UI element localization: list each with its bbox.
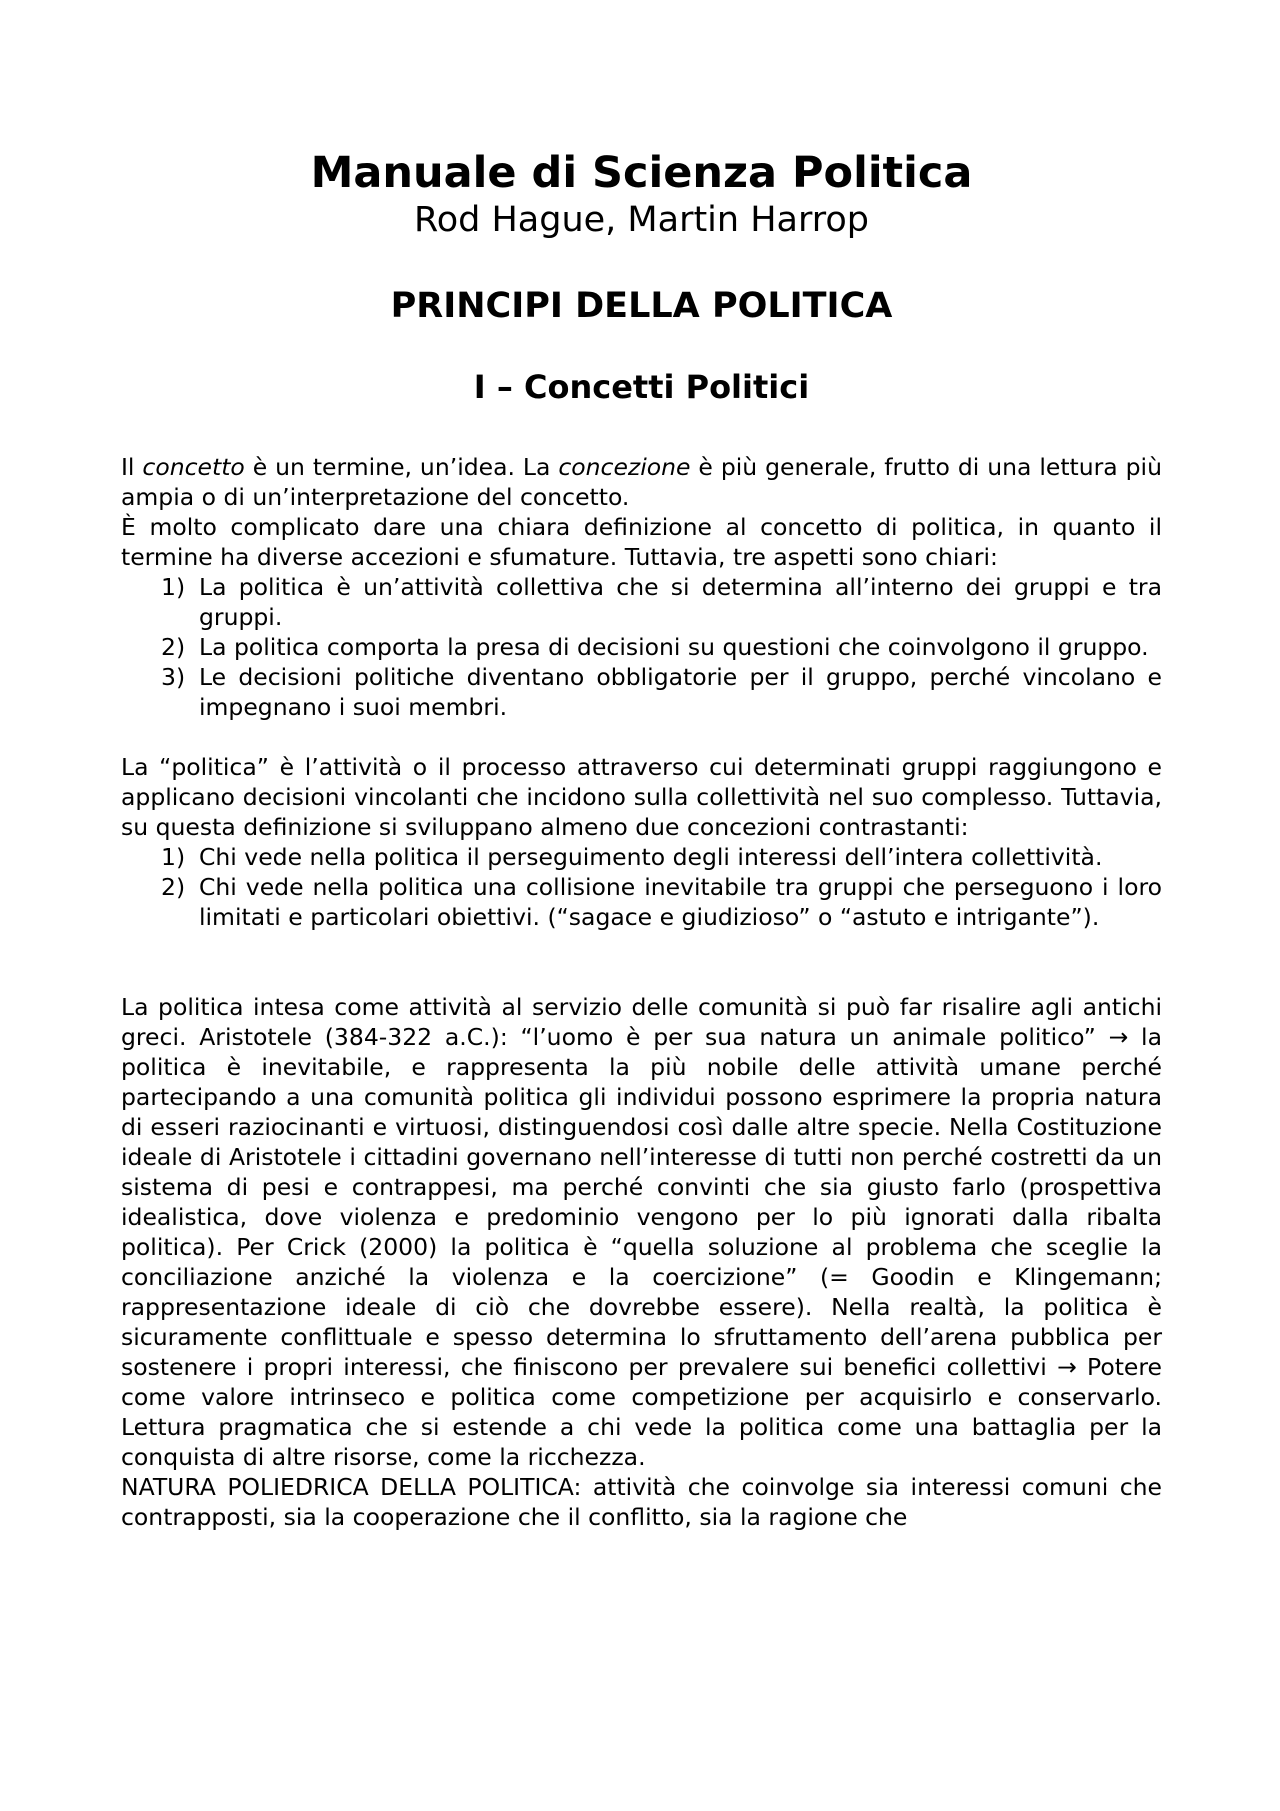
document-body bbox=[121, 452, 1162, 1532]
list-item bbox=[121, 872, 1162, 932]
paragraph-multifaceted-nature: NATURA POLIEDRICA DELLA POLITICA: attività che coinvolge sia interessi comuni che contrapposti, sia la cooperazione che il conflitto, sia la ragione che bbox=[121, 1473, 1162, 1531]
list-politics-aspects bbox=[121, 572, 1162, 722]
chapter-title: I – Concetti Politici bbox=[473, 368, 810, 406]
paragraph-spacer bbox=[121, 932, 1162, 962]
list-item bbox=[121, 842, 1162, 872]
term-concezione: concezione bbox=[558, 453, 691, 481]
list-item-text: Chi vede nella politica il perseguimento degli interessi dell’intera collettività. bbox=[199, 843, 1103, 871]
paragraph-aristotle: La politica intesa come attività al servizio delle comunità si può far risalire agli antichi greci. Aristotele (384-322 a.C.): “l’uomo è per sua natura un animale politico” → la politica è inevitabile, e rappresenta la più nobile delle attività umane perché partecipando a una comunità politica gli individui possono esprimere la propria natura di esseri raziocinanti e virtuosi, distinguendosi così dalle altre specie. Nella Costituzione ideale di Aristotele i cittadini governano nell’interesse di tutti non perché costretti da un sistema di pesi e contrappesi, ma perché convinti che sia giusto farlo (prospettiva idealistica, dove violenza e predominio vengono per lo più ignorati dalla ribalta politica). Per Crick (2000) la politica è “quella soluzione al problema che sceglie la conciliazione anziché la violenza e la coercizione” (= Goodin e Klingemann; rappresentazione ideale di ciò che dovrebbe essere). Nella realtà, la politica è sicuramente conflittuale e spesso determina lo sfruttamento dell’arena pubblica per sostenere i propri interessi, che finiscono per prevalere sui benefici collettivi → Potere come valore intrinseco e politica come competizione per acquisirlo e conservarlo. Lettura pragmatica che si estende a chi vede la politica come una battaglia per la conquista di altre risorse, come la ricchezza. bbox=[121, 993, 1162, 1471]
paragraph-concept-definition bbox=[121, 452, 1162, 512]
paragraph-spacer bbox=[121, 722, 1162, 752]
list-item-text: La politica comporta la presa di decisioni su questioni che coinvolgono il gruppo. bbox=[199, 633, 1149, 661]
document-authors: Rod Hague, Martin Harrop bbox=[413, 200, 870, 240]
text-run: Il bbox=[121, 453, 143, 481]
paragraph-politics-aspects-intro: È molto complicato dare una chiara definizione al concetto di politica, in quanto il termine ha diverse accezioni e sfumature. Tuttavia, tre aspetti sono chiari: bbox=[121, 513, 1162, 571]
list-item-number: 3) bbox=[161, 663, 186, 691]
paragraph-spacer bbox=[121, 962, 1162, 992]
text-run: è più generale, frutto di una lettura più ampia o di un’interpretazione del concetto. bbox=[121, 453, 1162, 511]
list-item-text: Chi vede nella politica una collisione inevitabile tra gruppi che perseguono i loro limitati e particolari obiettivi. (“sagace e giudizioso” o “astuto e intrigante”). bbox=[199, 873, 1162, 931]
list-item bbox=[121, 572, 1162, 632]
list-contrasting-conceptions bbox=[121, 842, 1162, 932]
term-concetto: concetto bbox=[142, 453, 245, 481]
list-item-text: Le decisioni politiche diventano obbligatorie per il gruppo, perché vincolano e impegnano i suoi membri. bbox=[199, 663, 1162, 721]
list-item-number: 1) bbox=[161, 573, 186, 601]
list-item bbox=[121, 632, 1162, 662]
text-run: è un termine, un’idea. La bbox=[244, 453, 559, 481]
list-item-number: 2) bbox=[161, 873, 186, 901]
section-title: PRINCIPI DELLA POLITICA bbox=[390, 286, 893, 326]
list-item-text: La politica è un’attività collettiva che si determina all’interno dei gruppi e tra gruppi. bbox=[199, 573, 1162, 631]
list-item-number: 1) bbox=[161, 843, 186, 871]
document-title: Manuale di Scienza Politica bbox=[310, 148, 973, 198]
list-item-number: 2) bbox=[161, 633, 186, 661]
paragraph-politics-definition: La “politica” è l’attività o il processo attraverso cui determinati gruppi raggiungono e applicano decisioni vincolanti che incidono sulla collettività nel suo complesso. Tuttavia, su questa definizione si sviluppano almeno due concezioni contrastanti: bbox=[121, 753, 1162, 841]
list-item bbox=[121, 662, 1162, 722]
